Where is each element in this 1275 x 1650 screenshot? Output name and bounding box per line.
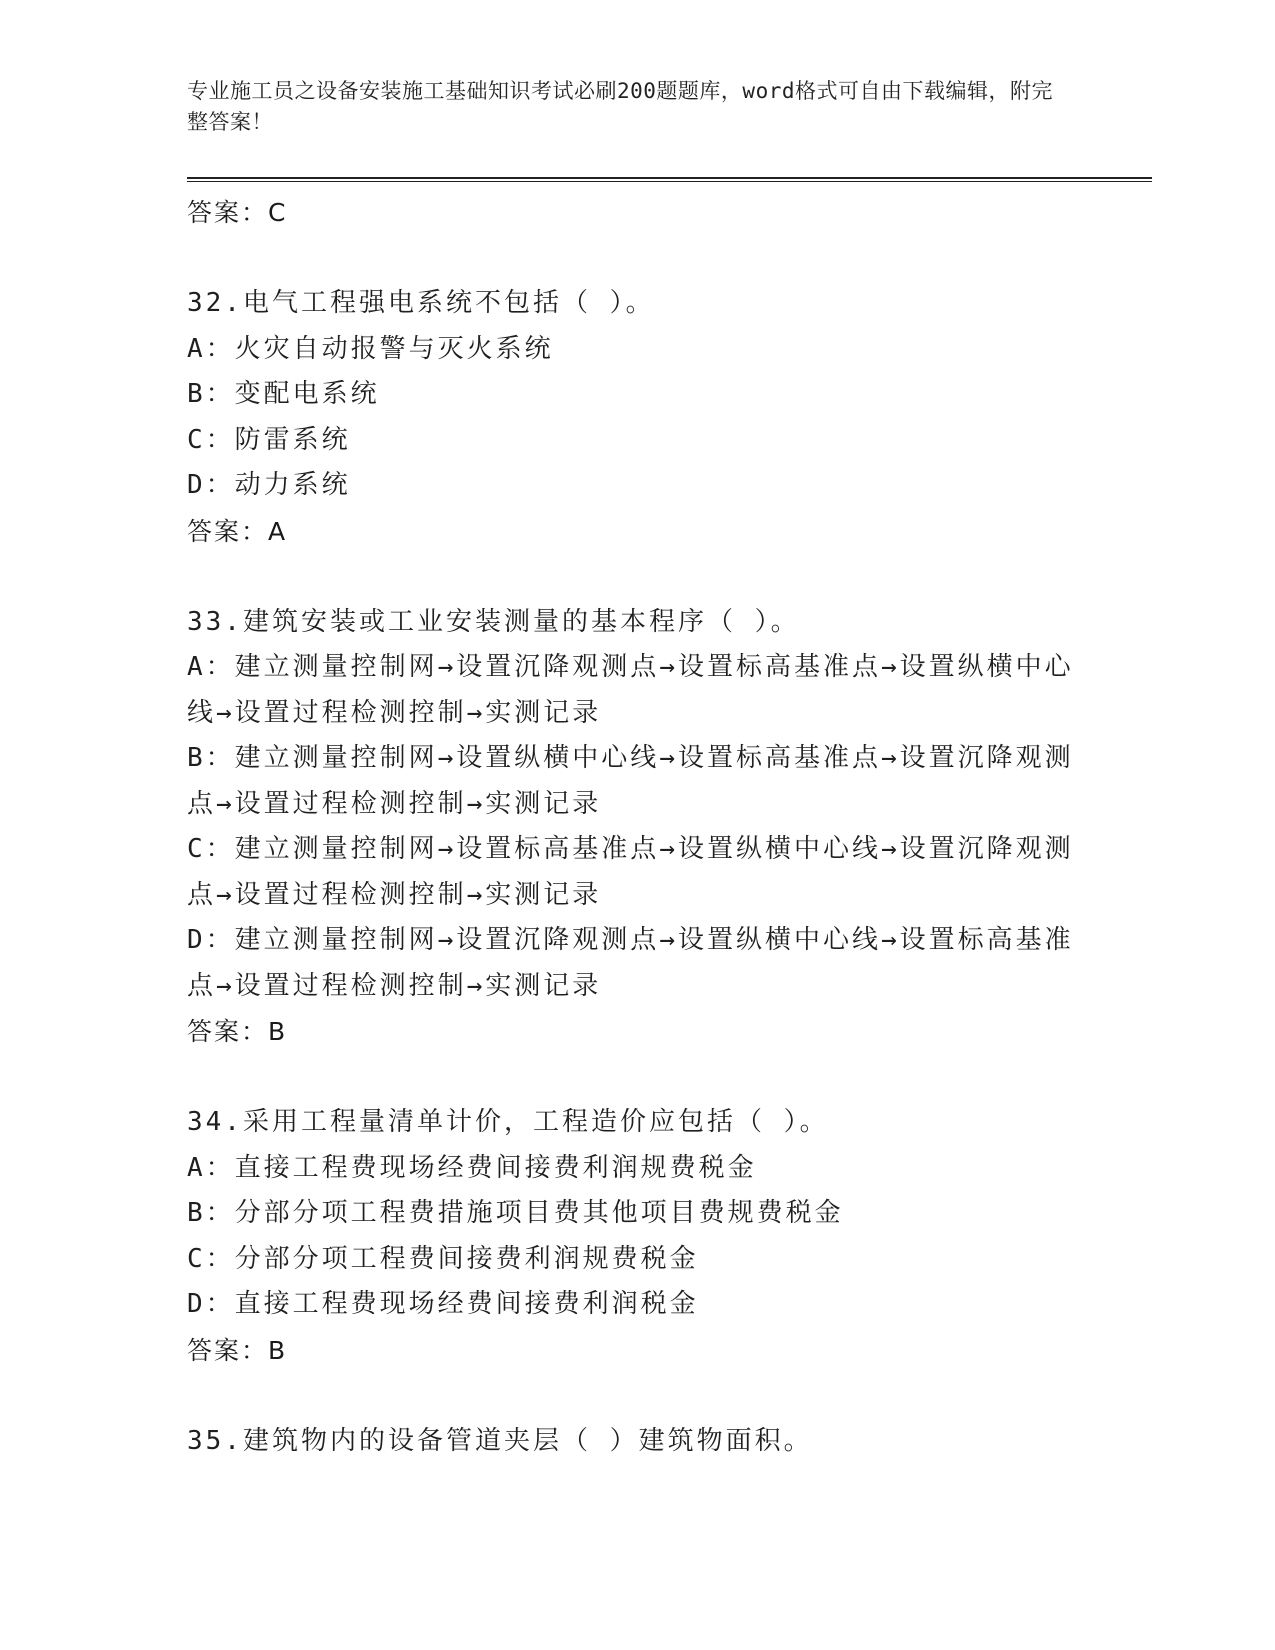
option-d: D：直接工程费现场经费间接费利润税金 <box>187 1289 699 1319</box>
answer-label: 答案： <box>187 1335 269 1365</box>
question-block <box>187 600 1087 1055</box>
option-a: A：建立测量控制网→设置沉降观测点→设置标高基准点→设置纵横中心线→设置过程检测控制→实测记录 <box>187 652 1074 728</box>
option-a: A：直接工程费现场经费间接费利润规费税金 <box>187 1152 757 1183</box>
answer-value: A <box>268 516 288 546</box>
option-a: A：火灾自动报警与灭火系统 <box>187 333 554 364</box>
answer-value: B <box>268 1017 288 1046</box>
spacer <box>187 236 1087 282</box>
answer-label: 答案： <box>187 198 269 227</box>
question-stem: 35.建筑物内的设备管道夹层（ ）建筑物面积。 <box>187 1425 813 1456</box>
option-d: D：建立测量控制网→设置沉降观测点→设置纵横中心线→设置标高基准点→设置过程检测控制→实测记录 <box>187 925 1074 1001</box>
answer-value: C <box>268 198 288 227</box>
question-stem: 32.电气工程强电系统不包括（ ）。 <box>187 288 655 318</box>
question-block <box>187 1100 1087 1373</box>
page-header-title: 专业施工员之设备安装施工基础知识考试必刷200题题库，word格式可自由下载编辑，附完整答案！ <box>187 79 1053 134</box>
question-block <box>187 1419 1087 1465</box>
answer-label: 答案： <box>187 1017 269 1046</box>
question-stem: 34.采用工程量清单计价，工程造价应包括（ ）。 <box>187 1107 829 1137</box>
option-b: B：变配电系统 <box>187 379 380 409</box>
spacer <box>187 1373 1087 1419</box>
option-c: C：建立测量控制网→设置标高基准点→设置纵横中心线→设置沉降观测点→设置过程检测控制→实测记录 <box>187 834 1074 910</box>
header-divider <box>187 177 1152 182</box>
answer-label: 答案： <box>187 516 269 546</box>
option-c: C：分部分项工程费间接费利润规费税金 <box>187 1243 699 1274</box>
spacer <box>187 554 1087 600</box>
answer-line <box>187 1328 1087 1374</box>
option-d: D：动力系统 <box>187 470 351 500</box>
question-content <box>187 190 1087 1464</box>
answer-value: B <box>268 1335 288 1365</box>
option-c: C：防雷系统 <box>187 424 351 455</box>
option-b: B：建立测量控制网→设置纵横中心线→设置标高基准点→设置沉降观测点→设置过程检测控制→实测记录 <box>187 743 1074 819</box>
answer-line <box>187 190 1087 236</box>
question-stem: 33.建筑安装或工业安装测量的基本程序（ ）。 <box>187 606 800 637</box>
option-b: B：分部分项工程费措施项目费其他项目费规费税金 <box>187 1198 844 1228</box>
answer-line <box>187 1009 1087 1055</box>
answer-line <box>187 509 1087 555</box>
question-block <box>187 281 1087 554</box>
spacer <box>187 1055 1087 1101</box>
